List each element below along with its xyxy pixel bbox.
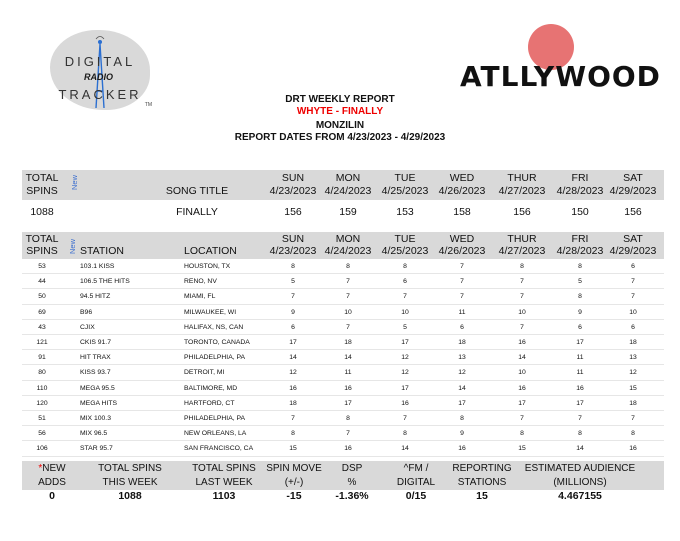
station-row bbox=[22, 274, 664, 289]
day-date-0: 4/23/2023 bbox=[269, 245, 317, 257]
summary-header-line2-3: (+/-) bbox=[284, 477, 304, 488]
station-location: NEW ORLEANS, LA bbox=[184, 430, 247, 438]
song-total-spins: 1088 bbox=[30, 206, 54, 218]
station-day-spins-0: 8 bbox=[291, 430, 295, 438]
station-day-spins-4: 10 bbox=[518, 308, 526, 316]
station-day-spins-2: 5 bbox=[403, 323, 407, 331]
station-location: TORONTO, CANADA bbox=[184, 339, 250, 346]
station-day-spins-1: 16 bbox=[344, 384, 352, 392]
station-day-spins-0: 14 bbox=[289, 354, 297, 362]
station-total-spins: 110 bbox=[36, 384, 48, 392]
station-day-spins-3: 9 bbox=[460, 430, 464, 438]
summary-header-line2-5: DIGITAL bbox=[396, 477, 436, 488]
summary-header-text-3: SPIN MOVE bbox=[266, 463, 322, 474]
station-row bbox=[22, 365, 664, 380]
station-row bbox=[22, 335, 664, 350]
day-date-0: 4/23/2023 bbox=[269, 185, 317, 197]
station-row bbox=[22, 411, 664, 426]
station-total-spins: 69 bbox=[38, 308, 46, 316]
day-date-6: 4/29/2023 bbox=[609, 185, 657, 197]
summary-header-text-4: DSP bbox=[341, 463, 363, 474]
station-day-spins-6: 16 bbox=[629, 445, 637, 453]
song-day-spins-5: 150 bbox=[571, 206, 589, 218]
day-name-0: SUN bbox=[281, 233, 305, 245]
station-day-spins-0: 16 bbox=[289, 384, 297, 392]
station-day-spins-5: 17 bbox=[576, 399, 584, 407]
station-row bbox=[22, 396, 664, 411]
station-row bbox=[22, 350, 664, 365]
station-day-spins-0: 7 bbox=[291, 293, 295, 301]
summary-header-line1-7 bbox=[515, 462, 645, 475]
station-table-body[interactable] bbox=[0, 259, 680, 453]
station-day-spins-1: 17 bbox=[344, 399, 352, 407]
header-spins: SPINS bbox=[26, 245, 58, 257]
station-day-spins-6: 7 bbox=[631, 278, 635, 286]
station-day-spins-0: 12 bbox=[289, 369, 297, 377]
station-day-spins-2: 7 bbox=[403, 293, 407, 301]
header-song-title: SONG TITLE bbox=[165, 185, 229, 197]
logo-text-line1: DIGITAL bbox=[64, 54, 136, 69]
station-day-spins-0: 7 bbox=[291, 415, 295, 422]
song-day-spins-4: 156 bbox=[513, 206, 531, 218]
station-total-spins: 56 bbox=[38, 430, 46, 438]
station-day-spins-3: 7 bbox=[460, 263, 464, 270]
day-date-4: 4/27/2023 bbox=[498, 185, 546, 197]
station-location: HARTFORD, CT bbox=[184, 399, 235, 407]
station-day-spins-5: 5 bbox=[578, 278, 582, 286]
summary-header-text-6: REPORTING bbox=[452, 463, 512, 474]
station-row bbox=[22, 320, 664, 335]
station-day-spins-1: 11 bbox=[344, 369, 352, 377]
station-day-spins-0: 9 bbox=[291, 308, 295, 316]
summary-header-line1-4 bbox=[322, 462, 382, 475]
summary-value-0: 0 bbox=[49, 490, 55, 502]
station-location: BALTIMORE, MD bbox=[184, 384, 238, 392]
station-day-spins-3: 13 bbox=[458, 354, 466, 362]
station-day-spins-1: 8 bbox=[346, 415, 350, 422]
station-name: CKIS 91.7 bbox=[80, 339, 111, 346]
station-day-spins-4: 7 bbox=[520, 323, 524, 331]
station-day-spins-6: 7 bbox=[631, 293, 635, 301]
station-day-spins-2: 16 bbox=[401, 399, 409, 407]
logo-text-line3: TRACKER bbox=[58, 87, 142, 102]
station-day-spins-4: 16 bbox=[518, 384, 526, 392]
station-day-spins-5: 11 bbox=[576, 354, 584, 362]
station-day-spins-4: 8 bbox=[520, 430, 524, 438]
summary-value-7: 4.467155 bbox=[558, 490, 602, 502]
station-day-spins-6: 6 bbox=[631, 263, 635, 270]
station-total-spins: 44 bbox=[38, 278, 46, 286]
station-day-spins-4: 15 bbox=[518, 445, 526, 453]
day-date-6: 4/29/2023 bbox=[609, 245, 657, 257]
summary-header bbox=[22, 461, 664, 490]
station-row bbox=[22, 305, 664, 320]
summary-value-4: -1.36% bbox=[335, 490, 369, 502]
station-day-spins-0: 8 bbox=[291, 263, 295, 270]
summary-header-line1-5 bbox=[386, 462, 446, 475]
station-day-spins-4: 17 bbox=[518, 399, 526, 407]
logo-text-line2: RADIO bbox=[84, 72, 113, 82]
station-name: MIX 100.3 bbox=[80, 415, 111, 422]
summary-value-5: 0/15 bbox=[405, 490, 427, 502]
summary-header-line2-2: LAST WEEK bbox=[195, 477, 253, 488]
station-day-spins-3: 8 bbox=[460, 415, 464, 422]
station-total-spins: 51 bbox=[38, 415, 46, 422]
summary-header-line2-6: STATIONS bbox=[457, 477, 507, 488]
summary-header-text-0: NEW bbox=[42, 463, 66, 474]
station-total-spins: 43 bbox=[38, 323, 46, 331]
station-day-spins-2: 8 bbox=[403, 430, 407, 438]
header-new: New bbox=[68, 238, 77, 254]
station-day-spins-3: 14 bbox=[458, 384, 466, 392]
station-row bbox=[22, 381, 664, 396]
station-day-spins-5: 8 bbox=[578, 430, 582, 438]
report-title: DRT WEEKLY REPORT bbox=[285, 94, 395, 105]
summary-header-text-5: ^FM / bbox=[403, 463, 429, 474]
station-day-spins-6: 18 bbox=[629, 339, 637, 346]
station-day-spins-0: 15 bbox=[289, 445, 297, 453]
report-dates: REPORT DATES FROM 4/23/2023 - 4/29/2023 bbox=[234, 132, 446, 143]
station-day-spins-5: 8 bbox=[578, 293, 582, 301]
station-location: PHILADELPHIA, PA bbox=[184, 415, 246, 422]
song-artist-title: WHYTE - FINALLY bbox=[296, 106, 384, 117]
day-name-1: MON bbox=[335, 172, 361, 184]
station-row bbox=[22, 441, 664, 456]
station-day-spins-5: 11 bbox=[576, 369, 584, 377]
day-date-4: 4/27/2023 bbox=[498, 245, 546, 257]
station-location: MILWAUKEE, WI bbox=[184, 308, 237, 316]
station-day-spins-2: 12 bbox=[401, 354, 409, 362]
summary-header-line2-7: (MILLIONS) bbox=[553, 477, 607, 488]
header-spins: SPINS bbox=[26, 185, 58, 197]
station-total-spins: 106 bbox=[36, 445, 48, 453]
day-name-4: THUR bbox=[507, 172, 537, 184]
summary-header-line2-1: THIS WEEK bbox=[102, 477, 158, 488]
station-day-spins-1: 16 bbox=[344, 445, 352, 453]
song-day-spins-3: 158 bbox=[453, 206, 471, 218]
day-date-2: 4/25/2023 bbox=[381, 185, 429, 197]
summary-value-3: -15 bbox=[286, 490, 302, 502]
station-day-spins-4: 7 bbox=[520, 278, 524, 286]
station-day-spins-4: 16 bbox=[518, 339, 526, 346]
song-day-spins-2: 153 bbox=[396, 206, 414, 218]
station-total-spins: 53 bbox=[38, 263, 46, 270]
song-table-header bbox=[22, 170, 664, 200]
station-row bbox=[22, 259, 664, 274]
song-table-row bbox=[22, 205, 664, 221]
header-new: New bbox=[70, 174, 79, 190]
day-date-3: 4/26/2023 bbox=[438, 245, 486, 257]
station-day-spins-6: 7 bbox=[631, 415, 635, 422]
station-day-spins-6: 15 bbox=[629, 384, 637, 392]
song-day-spins-1: 159 bbox=[339, 206, 357, 218]
station-location: PHILADELPHIA, PA bbox=[184, 354, 246, 362]
station-day-spins-4: 7 bbox=[520, 415, 524, 422]
summary-value-2: 1103 bbox=[212, 490, 236, 502]
day-name-6: SAT bbox=[623, 172, 643, 184]
station-name: KISS 93.7 bbox=[80, 369, 111, 377]
header-station: STATION bbox=[80, 245, 124, 257]
station-day-spins-3: 6 bbox=[460, 323, 464, 331]
station-day-spins-6: 13 bbox=[629, 354, 637, 362]
trademark-mark: TM bbox=[144, 102, 152, 108]
summary-header-line1-2 bbox=[179, 462, 269, 475]
station-day-spins-6: 12 bbox=[629, 369, 637, 377]
summary-header-text-2: TOTAL SPINS bbox=[192, 463, 256, 474]
station-location: HOUSTON, TX bbox=[184, 263, 231, 270]
station-day-spins-5: 7 bbox=[578, 415, 582, 422]
station-day-spins-2: 12 bbox=[401, 369, 409, 377]
station-day-spins-1: 14 bbox=[344, 354, 352, 362]
day-date-3: 4/26/2023 bbox=[438, 185, 486, 197]
station-total-spins: 80 bbox=[38, 369, 46, 377]
station-day-spins-2: 6 bbox=[403, 278, 407, 286]
station-name: MIX 96.5 bbox=[80, 430, 108, 438]
song-day-spins-0: 156 bbox=[284, 206, 302, 218]
summary-header-line1-6 bbox=[447, 462, 517, 475]
station-row bbox=[22, 426, 664, 441]
station-day-spins-0: 5 bbox=[291, 278, 295, 286]
station-day-spins-5: 17 bbox=[576, 339, 584, 346]
station-name: 103.1 KISS bbox=[80, 263, 115, 270]
station-location: HALIFAX, NS, CAN bbox=[184, 323, 244, 331]
station-day-spins-0: 18 bbox=[289, 399, 297, 407]
station-day-spins-5: 14 bbox=[576, 445, 584, 453]
station-day-spins-3: 11 bbox=[458, 308, 466, 316]
station-day-spins-1: 7 bbox=[346, 278, 350, 286]
day-name-3: WED bbox=[449, 233, 475, 245]
station-row bbox=[22, 289, 664, 304]
header-total: TOTAL bbox=[25, 172, 59, 184]
summary-header-line1-1 bbox=[85, 462, 175, 475]
day-name-4: THUR bbox=[507, 233, 537, 245]
station-day-spins-4: 10 bbox=[518, 369, 526, 377]
day-name-5: FRI bbox=[571, 172, 589, 184]
atllywood-logo bbox=[460, 22, 661, 102]
station-day-spins-6: 18 bbox=[629, 399, 637, 407]
station-day-spins-5: 6 bbox=[578, 323, 582, 331]
header-total: TOTAL bbox=[25, 233, 59, 245]
day-date-5: 4/28/2023 bbox=[556, 185, 604, 197]
station-day-spins-3: 12 bbox=[458, 369, 466, 377]
day-name-2: TUE bbox=[394, 172, 416, 184]
station-day-spins-6: 8 bbox=[631, 430, 635, 438]
station-day-spins-1: 7 bbox=[346, 430, 350, 438]
station-total-spins: 120 bbox=[36, 399, 48, 407]
station-day-spins-3: 16 bbox=[458, 445, 466, 453]
station-name: STAR 95.7 bbox=[80, 445, 113, 453]
new-adds-star: * bbox=[38, 463, 43, 474]
station-day-spins-1: 8 bbox=[346, 263, 350, 270]
station-name: MEGA HITS bbox=[80, 399, 118, 407]
station-total-spins: 50 bbox=[38, 293, 46, 301]
station-location: DETROIT, MI bbox=[184, 369, 225, 377]
station-day-spins-5: 16 bbox=[576, 384, 584, 392]
day-date-2: 4/25/2023 bbox=[381, 245, 429, 257]
day-date-5: 4/28/2023 bbox=[556, 245, 604, 257]
station-name: MEGA 95.5 bbox=[80, 384, 115, 392]
station-location: MIAMI, FL bbox=[184, 293, 216, 301]
day-date-1: 4/24/2023 bbox=[324, 245, 372, 257]
summary-value-1: 1088 bbox=[118, 490, 142, 502]
day-date-1: 4/24/2023 bbox=[324, 185, 372, 197]
day-name-0: SUN bbox=[281, 172, 305, 184]
station-location: SAN FRANCISCO, CA bbox=[184, 445, 254, 453]
summary-header-line2-0: ADDS bbox=[38, 477, 66, 488]
station-day-spins-1: 7 bbox=[346, 293, 350, 301]
station-day-spins-1: 18 bbox=[344, 339, 352, 346]
summary-header-line1-3 bbox=[259, 462, 329, 475]
day-name-6: SAT bbox=[623, 233, 643, 245]
station-name: CJIX bbox=[80, 323, 95, 331]
station-day-spins-4: 7 bbox=[520, 293, 524, 301]
summary-header-line1-0 bbox=[27, 462, 77, 475]
summary-header-line2-4: % bbox=[347, 477, 357, 488]
station-day-spins-2: 10 bbox=[401, 308, 409, 316]
station-day-spins-5: 8 bbox=[578, 263, 582, 270]
station-day-spins-3: 7 bbox=[460, 293, 464, 301]
label-name: MONZILIN bbox=[315, 120, 365, 131]
station-name: B96 bbox=[80, 308, 93, 316]
station-day-spins-6: 6 bbox=[631, 323, 635, 331]
station-name: 106.5 THE HITS bbox=[80, 278, 130, 286]
station-day-spins-2: 8 bbox=[403, 263, 407, 270]
day-name-1: MON bbox=[335, 233, 361, 245]
station-day-spins-2: 17 bbox=[401, 384, 409, 392]
summary-values-row bbox=[22, 490, 664, 504]
station-day-spins-4: 8 bbox=[520, 263, 524, 270]
header-location: LOCATION bbox=[184, 245, 237, 257]
station-day-spins-6: 10 bbox=[629, 308, 637, 316]
song-title-cell: FINALLY bbox=[176, 206, 218, 218]
station-total-spins: 121 bbox=[36, 339, 48, 346]
song-day-spins-6: 156 bbox=[624, 206, 642, 218]
station-day-spins-2: 7 bbox=[403, 415, 407, 422]
station-day-spins-3: 17 bbox=[458, 399, 466, 407]
station-total-spins: 91 bbox=[38, 354, 46, 362]
station-day-spins-3: 18 bbox=[458, 339, 466, 346]
station-table-header bbox=[22, 232, 664, 259]
station-day-spins-3: 7 bbox=[460, 278, 464, 286]
station-day-spins-0: 17 bbox=[289, 339, 297, 346]
station-day-spins-4: 14 bbox=[518, 354, 526, 362]
station-location: RENO, NV bbox=[184, 278, 217, 286]
summary-header-text-1: TOTAL SPINS bbox=[98, 463, 162, 474]
station-day-spins-2: 17 bbox=[401, 339, 409, 346]
station-day-spins-1: 7 bbox=[346, 323, 350, 331]
station-day-spins-1: 10 bbox=[344, 308, 352, 316]
station-day-spins-2: 14 bbox=[401, 445, 409, 453]
station-day-spins-0: 6 bbox=[291, 323, 295, 331]
summary-value-6: 15 bbox=[476, 490, 488, 502]
station-name: 94.5 HITZ bbox=[80, 293, 111, 301]
atllywood-wordmark: ATLLYWOOD bbox=[460, 60, 661, 93]
summary-header-text-7: ESTIMATED AUDIENCE bbox=[524, 463, 636, 474]
station-name: HIT TRAX bbox=[80, 354, 111, 362]
station-day-spins-5: 9 bbox=[578, 308, 582, 316]
day-name-3: WED bbox=[449, 172, 475, 184]
day-name-2: TUE bbox=[394, 233, 416, 245]
day-name-5: FRI bbox=[571, 233, 589, 245]
